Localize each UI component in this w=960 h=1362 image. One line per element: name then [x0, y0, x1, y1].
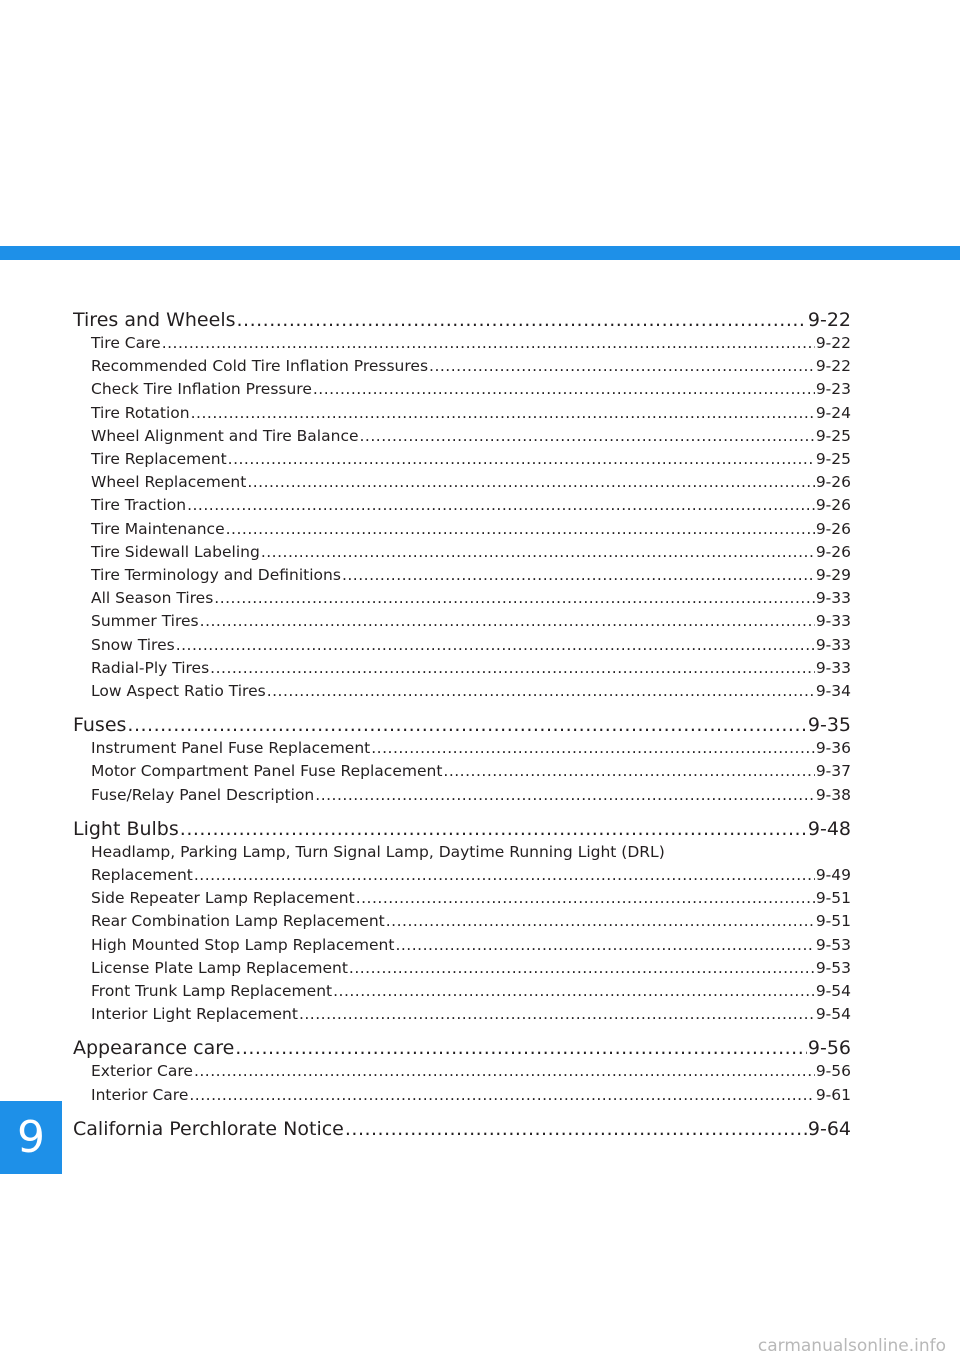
- toc-item-page: 9-51: [815, 889, 851, 908]
- toc-item[interactable]: [73, 1003, 851, 1026]
- toc-item[interactable]: [73, 760, 851, 783]
- toc-item-page: 9-33: [815, 612, 851, 631]
- toc-item-title: Exterior Care: [91, 1062, 193, 1081]
- toc-item[interactable]: [73, 425, 851, 448]
- toc-item[interactable]: [73, 864, 851, 887]
- toc-item-title: High Mounted Stop Lamp Replacement: [91, 935, 395, 954]
- toc-item-title: Summer Tires: [91, 612, 199, 631]
- toc-item-title: Motor Compartment Panel Fuse Replacement: [91, 762, 443, 781]
- toc-item[interactable]: [73, 784, 851, 807]
- toc-item-title: Instrument Panel Fuse Replacement: [91, 739, 371, 758]
- toc-item[interactable]: [73, 634, 851, 657]
- toc-item-page: 9-53: [815, 958, 851, 977]
- toc-item[interactable]: [73, 564, 851, 587]
- toc-item-title: Tire Terminology and Definitions: [91, 566, 341, 585]
- dot-leader: [127, 713, 806, 737]
- toc-item[interactable]: [73, 448, 851, 471]
- toc-item-title: Tire Replacement: [91, 450, 227, 469]
- watermark: carmanualsonline.info: [757, 1336, 946, 1356]
- dot-leader: [356, 887, 815, 910]
- toc-item[interactable]: [73, 1060, 851, 1083]
- toc-item-title: Tire Care: [91, 334, 161, 352]
- dot-leader: [342, 564, 815, 587]
- toc-item-title: Replacement: [91, 866, 193, 885]
- toc-item[interactable]: [73, 737, 851, 760]
- toc-item-page: 9-33: [815, 589, 851, 608]
- toc-item-page: 9-22: [815, 357, 851, 376]
- toc-item-title: Tire Sidewall Labeling: [91, 542, 260, 561]
- toc-item-title: Front Trunk Lamp Replacement: [91, 982, 333, 1001]
- dot-leader: [261, 541, 815, 564]
- toc-item-title: Recommended Cold Tire Inflation Pressures: [91, 357, 429, 376]
- dot-leader: [247, 471, 815, 494]
- dot-leader: [194, 1060, 815, 1083]
- toc-item[interactable]: [73, 934, 851, 957]
- toc-item-page: 9-26: [815, 542, 851, 561]
- toc-item-page: 9-54: [815, 1005, 851, 1024]
- dot-leader: [180, 817, 807, 841]
- chapter-tab[interactable]: [0, 1101, 62, 1174]
- toc-item-page: 9-37: [815, 762, 851, 781]
- dot-leader: [162, 332, 815, 355]
- toc-item[interactable]: [73, 610, 851, 633]
- toc-item-page: 9-24: [815, 403, 851, 422]
- toc-item-page: 9-22: [815, 334, 851, 352]
- toc-item-page: 9-36: [815, 739, 851, 758]
- dot-leader: [429, 355, 815, 378]
- toc-item-page: 9-56: [815, 1062, 851, 1081]
- toc-section-title: Tires and Wheels: [73, 309, 236, 331]
- toc-item-title: Tire Traction: [91, 496, 187, 515]
- toc-item[interactable]: [73, 657, 851, 680]
- toc-section-title: Light Bulbs: [73, 817, 179, 840]
- toc-item-page: 9-25: [815, 426, 851, 445]
- dot-leader: [191, 402, 815, 425]
- toc-item-page: 9-54: [815, 982, 851, 1001]
- dot-leader: [210, 657, 815, 680]
- toc-item-page: 9-34: [815, 682, 851, 701]
- dot-leader: [360, 425, 815, 448]
- toc-item-page: 9-61: [815, 1085, 851, 1104]
- toc-item[interactable]: [73, 402, 851, 425]
- chapter-number: 9: [17, 1112, 45, 1163]
- toc-item-title: Wheel Replacement: [91, 473, 247, 492]
- toc-item[interactable]: [73, 980, 851, 1003]
- dot-leader: [371, 737, 815, 760]
- dot-leader: [176, 634, 815, 657]
- toc-item[interactable]: [73, 378, 851, 401]
- toc-item[interactable]: [73, 355, 851, 378]
- dot-leader: [315, 784, 815, 807]
- dot-leader: [313, 378, 815, 401]
- toc-item[interactable]: [73, 587, 851, 610]
- dot-leader: [235, 1036, 807, 1060]
- dot-leader: [443, 760, 814, 783]
- dot-leader: [194, 864, 815, 887]
- toc-item[interactable]: [73, 1084, 851, 1107]
- toc-item-page: 9-29: [815, 566, 851, 585]
- toc-item[interactable]: [73, 887, 851, 910]
- toc-item[interactable]: [73, 518, 851, 541]
- toc-item-title: Snow Tires: [91, 635, 175, 654]
- table-of-contents: [73, 308, 851, 1141]
- toc-section-title: California Perchlorate Notice: [73, 1117, 344, 1140]
- toc-item-title: All Season Tires: [91, 589, 214, 608]
- dot-leader: [214, 587, 815, 610]
- dot-leader: [237, 308, 807, 332]
- toc-item-page: 9-53: [815, 935, 851, 954]
- toc-item-title: Low Aspect Ratio Tires: [91, 682, 266, 701]
- dot-leader: [395, 934, 814, 957]
- toc-item[interactable]: [73, 494, 851, 517]
- toc-section-page: 9-22: [807, 309, 851, 331]
- toc-section[interactable]: [73, 1117, 851, 1141]
- toc-section-page: 9-35: [807, 714, 851, 737]
- toc-item-page: 9-23: [815, 380, 851, 399]
- toc-section-title: Fuses: [73, 714, 127, 737]
- toc-section-page: 9-64: [807, 1117, 851, 1140]
- toc-item[interactable]: [73, 910, 851, 933]
- toc-section[interactable]: [73, 1036, 851, 1060]
- toc-item-page: 9-26: [815, 496, 851, 515]
- toc-section-page: 9-48: [807, 817, 851, 840]
- toc-item-title: Fuse/Relay Panel Description: [91, 785, 315, 804]
- toc-item-title: Rear Combination Lamp Replacement: [91, 912, 385, 931]
- toc-section-title: Appearance care: [73, 1037, 235, 1060]
- dot-leader: [345, 1117, 807, 1141]
- dot-leader: [226, 518, 815, 541]
- toc-item-page: 9-26: [815, 519, 851, 538]
- dot-leader: [333, 980, 815, 1003]
- toc-item-page: 9-25: [815, 450, 851, 469]
- toc-item[interactable]: [73, 471, 851, 494]
- toc-section-page: 9-56: [807, 1037, 851, 1060]
- toc-item-title-line[interactable]: Headlamp, Parking Lamp, Turn Signal Lamp, Daytime Running Light (DRL): [91, 842, 665, 861]
- dot-leader: [386, 910, 815, 933]
- toc-item-title: License Plate Lamp Replacement: [91, 958, 348, 977]
- toc-item[interactable]: [73, 957, 851, 980]
- toc-section[interactable]: [73, 308, 851, 332]
- toc-item-title: Interior Light Replacement: [91, 1005, 298, 1024]
- dot-leader: [228, 448, 815, 471]
- toc-item-page: 9-33: [815, 635, 851, 654]
- dot-leader: [267, 680, 815, 703]
- toc-item-title: Interior Care: [91, 1085, 189, 1104]
- dot-leader: [189, 1084, 814, 1107]
- dot-leader: [349, 957, 815, 980]
- dot-leader: [200, 610, 815, 633]
- dot-leader: [299, 1003, 815, 1026]
- toc-item-title: Side Repeater Lamp Replacement: [91, 889, 355, 908]
- toc-item[interactable]: [73, 541, 851, 564]
- toc-section[interactable]: [73, 817, 851, 841]
- toc-item-page: 9-33: [815, 658, 851, 677]
- toc-item[interactable]: [73, 332, 851, 355]
- toc-item-title: Wheel Alignment and Tire Balance: [91, 426, 359, 445]
- toc-item-title: Check Tire Inflation Pressure: [91, 380, 312, 399]
- toc-item-title: Radial-Ply Tires: [91, 658, 210, 677]
- toc-section[interactable]: [73, 713, 851, 737]
- toc-item-title: Tire Maintenance: [91, 519, 225, 538]
- toc-item[interactable]: [73, 680, 851, 703]
- toc-item-page: 9-26: [815, 473, 851, 492]
- toc-item-page: 9-51: [815, 912, 851, 931]
- toc-item-page: 9-38: [815, 785, 851, 804]
- dot-leader: [187, 494, 815, 517]
- toc-item-page: 9-49: [815, 866, 851, 885]
- header-accent-bar: [0, 246, 960, 260]
- toc-item-title: Tire Rotation: [91, 403, 190, 422]
